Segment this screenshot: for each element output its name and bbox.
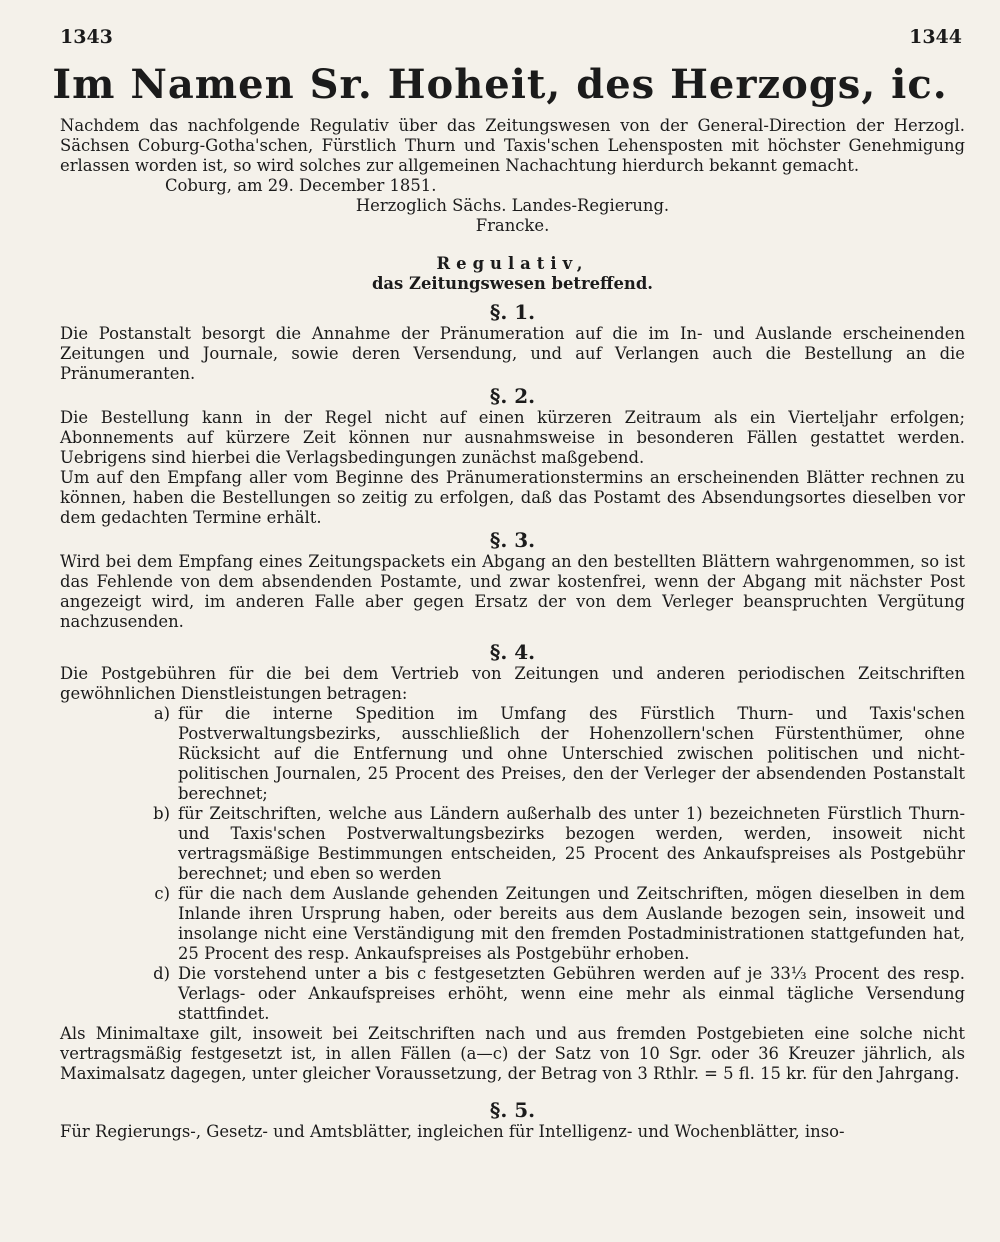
section-4-heading: §. 4. <box>489 640 536 664</box>
section-2-paragraph-2: Um auf den Empfang aller vom Beginne des Pränumerationstermins an erscheinenden Blätter rechnen zu können, haben die Bestellungen so zeitig zu erfolgen, daß das Postamt des Absendungsortes dieselben vor dem gedachten Termine erhält. <box>60 468 965 527</box>
section-3-text: Wird bei dem Empfang eines Zeitungspackets ein Abgang an den bestellten Blättern wahrgenommen, so ist das Fehlende von dem absendenden Postamte, und zwar kostenfrei, wenn der Abgang mit nächster Post angezeigt wird, im anderen Falle aber gegen Ersatz der von dem Verleger beanspruchten Vergütung nachzusenden. <box>60 552 965 631</box>
section-5-heading: §. 5. <box>489 1098 536 1122</box>
date-line: Coburg, am 29. December 1851. <box>165 176 437 195</box>
section-4-intro: Die Postgebühren für die bei dem Vertrieb von Zeitungen und anderen periodischen Zeitschriften gewöhnlichen Dienstleistungen betragen: <box>60 664 965 703</box>
list-item-label: a) <box>153 704 170 723</box>
list-item-label: c) <box>154 884 170 903</box>
section-2-heading: §. 2. <box>489 384 536 408</box>
section-5-text: Für Regierungs-, Gesetz- und Amtsblätter, ingleichen für Intelligenz- und Wochenblätter, inso- <box>60 1122 845 1141</box>
section-1-text: Die Postanstalt besorgt die Annahme der Pränumeration auf die im In- und Auslande erscheinenden Zeitungen und Journale, sowie deren Versendung, und auf Verlangen auch die Bestellung an die Pränumeranten. <box>60 324 965 383</box>
issuing-authority: Herzoglich Sächs. Landes-Regierung. <box>355 196 670 215</box>
list-item <box>60 884 965 964</box>
list-item-text: Die vorstehend unter a bis c festgesetzten Gebühren werden auf je 33⅓ Procent des resp. Verlags- oder Ankaufspreises erhöht, wenn eine mehr als einmal tägliche Versendung stattfindet. <box>178 964 965 1023</box>
document-body <box>60 116 965 1142</box>
list-item-text: für die nach dem Auslande gehenden Zeitungen und Zeitschriften, mögen dieselben in dem Inlande ihren Ursprung haben, oder bereits aus dem Auslande bezogen sein, insoweit und insolange nicht eine Verständigung mit den fremden Postadministrationen stattgefunden hat, 25 Procent des resp. Ankaufspreises als Postgebühr erhoben. <box>178 884 965 963</box>
list-item <box>60 804 965 884</box>
section-3-heading: §. 3. <box>489 528 536 552</box>
list-item-label: b) <box>153 804 170 823</box>
page-number-left: 1343 <box>60 26 113 48</box>
preamble-text: Nachdem das nachfolgende Regulativ über das Zeitungswesen von der General-Direction der Herzogl. Sächsen Coburg-Gotha'schen, Fürstlich Thurn und Taxis'schen Lehensposten mit höchster Genehmigung erlassen worden ist, so wird solches zur allgemeinen Nachachtung hierdurch bekannt gemacht. <box>60 116 965 175</box>
signature-name: Francke. <box>475 216 550 235</box>
list-item-label: d) <box>153 964 170 983</box>
regulation-title: Regulativ, <box>436 254 589 273</box>
list-item-text: für die interne Spedition im Umfang des Fürstlich Thurn- und Taxis'schen Postverwaltungsbezirks, ausschließlich der Hohenzollern'schen Fürstenthümer, ohne Rücksicht auf die Entfernung und ohne Unterschied zwischen politischen und nicht-politischen Journalen, 25 Procent des Preises, den der Verleger der absendenden Postanstalt berechnet; <box>178 704 965 803</box>
page-number-right: 1344 <box>909 26 962 48</box>
page-title: Im Namen Sr. Hoheit, des Herzogs, ic. <box>52 61 948 108</box>
section-1-heading: §. 1. <box>489 300 536 324</box>
list-item <box>60 964 965 1024</box>
list-item <box>60 704 965 804</box>
section-4-closing: Als Minimaltaxe gilt, insoweit bei Zeitschriften nach und aus fremden Postgebieten eine solche nicht vertragsmäßig festgesetzt ist, in allen Fällen (a—c) der Satz von 10 Sgr. oder 36 Kreuzer jährlich, als Maximalsatz dagegen, unter gleicher Voraussetzung, der Betrag von 3 Rthlr. = 5 fl. 15 kr. für den Jahrgang. <box>60 1024 965 1083</box>
list-item-text: für Zeitschriften, welche aus Ländern außerhalb des unter 1) bezeichneten Fürstlich Thurn- und Taxis'schen Postverwaltungsbezirks bezogen werden, werden, insoweit nicht vertragsmäßige Bestimmungen entscheiden, 25 Procent des Ankaufspreises als Postgebühr berechnet; und eben so werden <box>178 804 965 883</box>
regulation-subtitle: das Zeitungswesen betreffend. <box>371 274 654 293</box>
fee-list <box>60 704 965 1024</box>
section-2-paragraph-1: Die Bestellung kann in der Regel nicht auf einen kürzeren Zeitraum als ein Vierteljahr erfolgen; Abonnements auf kürzere Zeit können nur ausnahmsweise in besonderen Fällen gestattet werden. Uebrigens sind hierbei die Verlagsbedingungen zunächst maßgebend. <box>60 408 965 467</box>
